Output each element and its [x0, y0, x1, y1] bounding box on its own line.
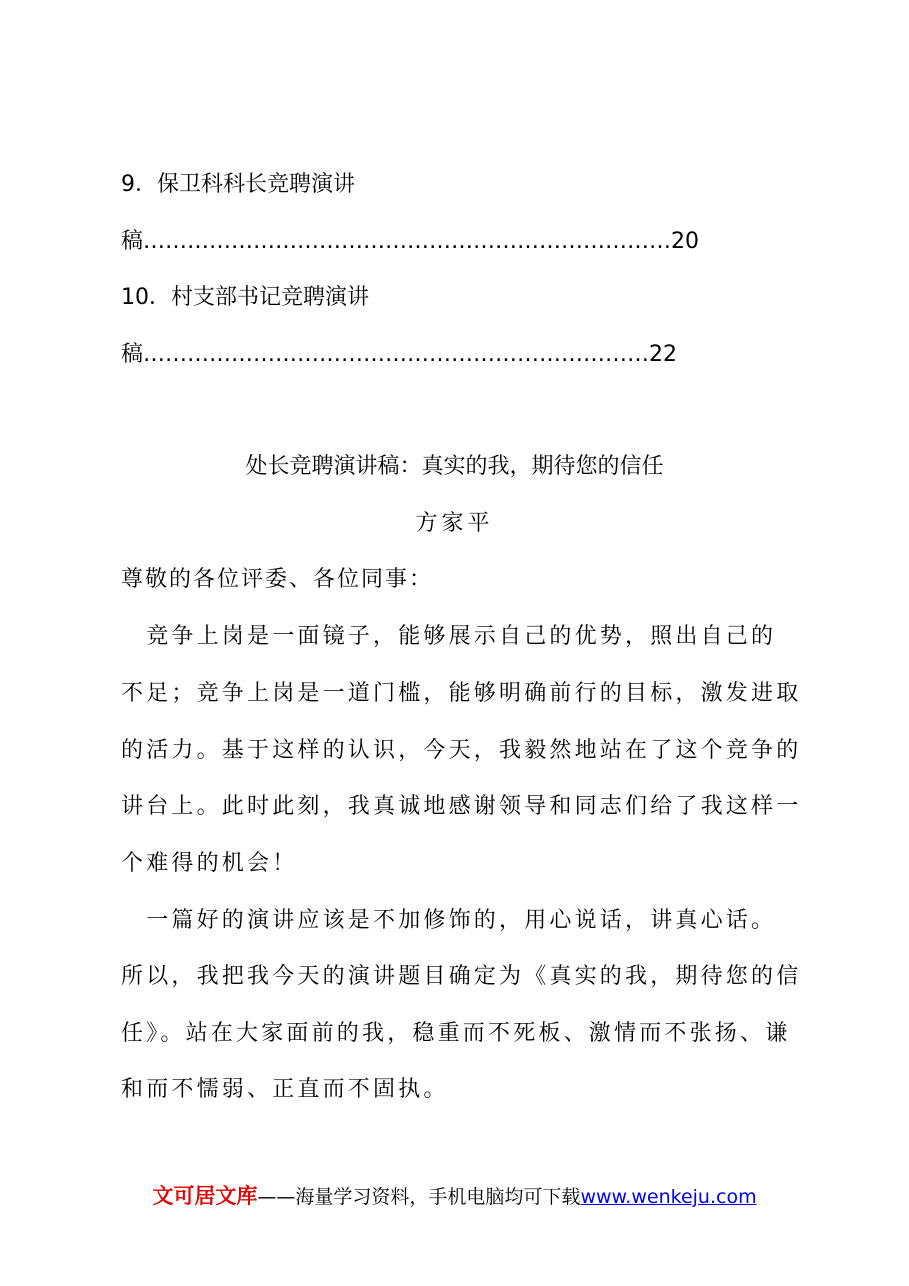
footer-brand: 文可居文库 — [152, 1184, 258, 1208]
toc-leader-dots: 稿…………………………………………………………… — [121, 342, 650, 367]
toc-entry-leader — [121, 227, 699, 257]
footer-link[interactable]: www.wenkeju.com — [580, 1186, 757, 1208]
page-footer — [0, 1181, 909, 1212]
toc-entry-leader — [121, 340, 677, 370]
toc-leader-dots: 稿……………………………………………………………… — [121, 229, 672, 254]
paragraph-line: 不足；竞争上岗是一道门槛，能够明确前行的目标，激发进取 — [121, 681, 802, 706]
paragraph-line: 竞争上岗是一面镜子，能够展示自己的优势，照出自己的 — [121, 624, 777, 649]
article-salutation: 尊敬的各位评委、各位同事： — [121, 567, 434, 592]
article-author: 方家平 — [415, 511, 494, 536]
paragraph-line: 所以，我把我今天的演讲题目确定为《真实的我，期待您的信 — [121, 964, 802, 989]
toc-entry-title: 10．村支部书记竞聘演讲 — [121, 285, 369, 310]
paragraph-line: 任》。站在大家面前的我，稳重而不死板、激情而不张扬、谦 — [121, 1021, 791, 1046]
paragraph-line: 一篇好的演讲应该是不加修饰的，用心说话，讲真心话。 — [121, 908, 777, 933]
paragraph-line: 和而不懦弱、正直而不固执。 — [121, 1077, 449, 1102]
footer-slogan: ——海量学习资料，手机电脑均可下载 — [257, 1186, 581, 1208]
toc-entry-title: 9．保卫科科长竞聘演讲 — [121, 172, 355, 197]
article-heading: 处长竞聘演讲稿：真实的我，期待您的信任 — [245, 454, 664, 479]
toc-page-number: 20 — [671, 229, 700, 254]
paragraph-line: 的活力。基于这样的认识，今天，我毅然地站在了这个竞争的 — [121, 738, 802, 763]
toc-page-number: 22 — [649, 342, 678, 367]
paragraph-line: 讲台上。此时此刻，我真诚地感谢领导和同志们给了我这样一 — [121, 794, 802, 819]
paragraph-line: 个难得的机会！ — [121, 851, 298, 876]
